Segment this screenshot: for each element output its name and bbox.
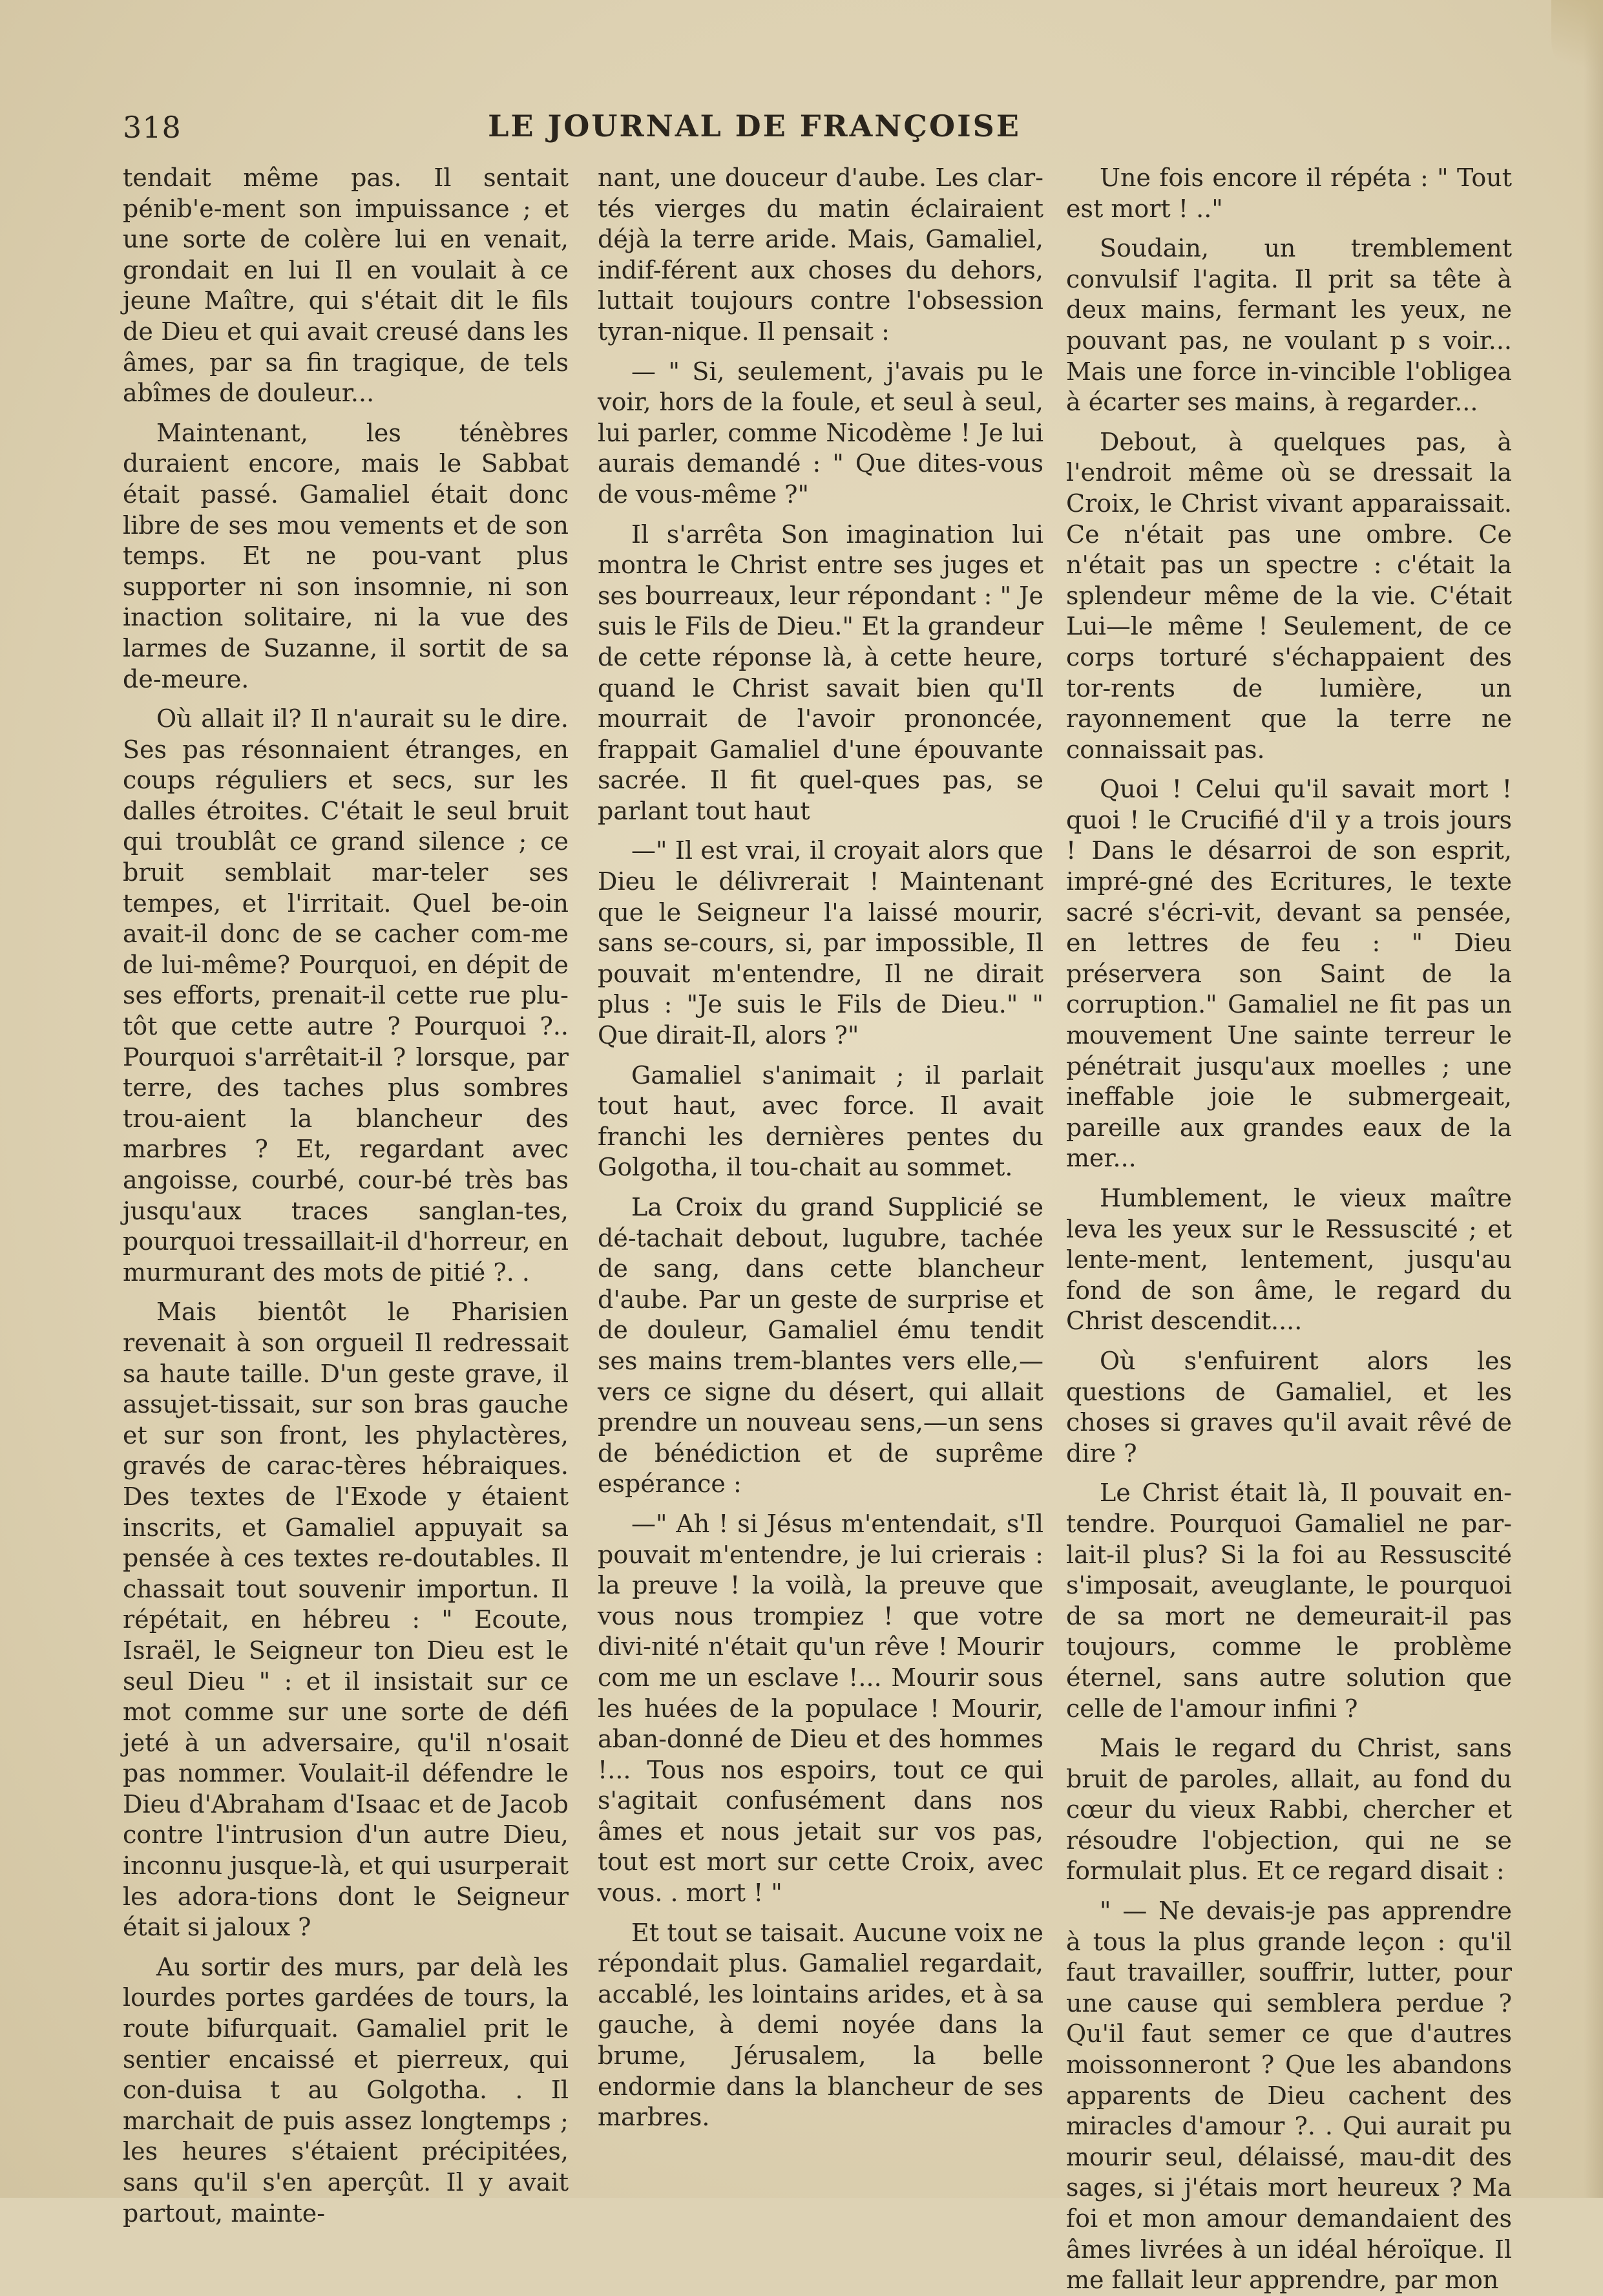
paragraph: tendait même pas. Il sentait pénib'e-ment son impuissance ; et une sorte de colère lui en venait, grondait en lui Il en voulait à ce jeune Maître, qui s'était dit le fils de Dieu et qui avait creusé dans les âmes, par sa fin tragique, de tels abîmes de douleur... [123, 163, 569, 408]
paragraph: Debout, à quelques pas, à l'endroit même où se dressait la Croix, le Christ vivant apparaissait. Ce n'était pas une ombre. Ce n'était pas un spectre : c'était la splendeur même de la vie. C'était Lui—le même ! Seulement, de ce corps torturé s'échappaient des tor-rents de lumière, un rayonnement que la terre ne connaissait pas. [1066, 427, 1512, 764]
paragraph: Mais bientôt le Pharisien revenait à son orgueil Il redressait sa haute taille. D'un geste grave, il assujet-tissait, sur son bras gauche et sur son front, les phylactères, gravés de carac-tères hébraiques. Des textes de l'Exode y étaient inscrits, et Gamaliel appuyait sa pensée à ces textes re-doutables. Il chassait tout souvenir importun. Il répétait, en hébreu : " Ecoute, Israël, le Seigneur ton Dieu est le seul Dieu " : et il insistait sur ce mot comme sur une sorte de défi jeté à un adversaire, qu'il n'osait pas nommer. Voulait-il défendre le Dieu d'Abraham d'Isaac et de Jacob contre l'intrusion d'un autre Dieu, inconnu jusque-là, et qui usurperait les adora-tions dont le Seigneur était si jaloux ? [123, 1298, 569, 1942]
paragraph: Le Christ était là, Il pouvait en-tendre. Pourquoi Gamaliel ne par-lait-il plus? Si la foi au Ressuscité s'imposait, aveuglante, le pourquoi de sa mort ne demeurait-il pas toujours, comme le problème éternel, sans autre solution que celle de l'amour infini ? [1066, 1479, 1512, 1723]
paragraph: Une fois encore il répéta : " Tout est mort ! .." [1066, 163, 1512, 223]
paragraph: Où s'enfuirent alors les questions de Gamaliel, et les choses si graves qu'il avait rêvé de dire ? [1066, 1346, 1512, 1468]
paragraph: Et tout se taisait. Aucune voix ne répondait plus. Gamaliel regardait, accablé, les lointains arides, et à sa gauche, à demi noyée dans la brume, Jérusalem, la belle endormie dans la blancheur de ses marbres. [598, 1918, 1043, 2132]
paragraph: —" Ah ! si Jésus m'entendait, s'Il pouvait m'entendre, je lui crierais : la preuve ! la voilà, la preuve que vous nous trompiez ! que votre divi-nité n'était qu'un rêve ! Mourir com me un esclave !... Mourir sous les huées de la populace ! Mourir, aban-donné de Dieu et des hommes !... Tous nos espoirs, tout ce qui s'agitait confusément dans nos âmes et nous jetait sur vos pas, tout est mort sur cette Croix, avec vous. . mort ! " [598, 1509, 1043, 1908]
paragraph: Mais le regard du Christ, sans bruit de paroles, allait, au fond du cœur du vieux Rabbi, chercher et résoudre l'objection, qui ne se formulait plus. Et ce regard disait : [1066, 1734, 1512, 1886]
paragraph: Au sortir des murs, par delà les lourdes portes gardées de tours, la route bifurquait. Gamaliel prit le sentier encaissé et pierreux, qui con-duisa t au Golgotha. . Il marchait de puis assez longtemps ; les heures s'étaient précipitées, sans qu'il s'en aperçût. Il y avait partout, mainte- [123, 1952, 569, 2228]
page-number: 318 [123, 110, 182, 145]
column-1 [123, 163, 569, 2228]
running-title: LE JOURNAL DE FRANÇOISE [488, 109, 1021, 143]
page-header [123, 103, 1386, 155]
paragraph: Où allait il? Il n'aurait su le dire. Ses pas résonnaient étranges, en coups réguliers et secs, sur les dalles étroites. C'était le seul bruit qui troublât ce grand silence ; ce bruit semblait mar-teler ses tempes, et l'irritait. Quel be-oin avait-il donc de se cacher com-me de lui-même? Pourquoi, en dépit de ses efforts, prenait-il cette rue plu-tôt que cette autre ? Pourquoi ?.. Pourquoi s'arrêtait-il ? lorsque, par terre, des taches plus sombres trou-aient la blancheur des marbres ? Et, regardant avec angoisse, courbé, cour-bé très bas jusqu'aux traces sanglan-tes, pourquoi tressaillait-il d'horreur, en murmurant des mots de pitié ?. . [123, 704, 569, 1287]
page-corner-curl [1551, 0, 1603, 90]
paragraph: " — Ne devais-je pas apprendre à tous la plus grande leçon : qu'il faut travailler, souffrir, lutter, pour une cause qui semblera perdue ? Qu'il faut semer ce que d'autres moissonneront ? Que les abandons apparents de Dieu cachent des miracles d'amour ?. . Qui aurait pu mourir seul, délaissé, mau-dit des sages, si j'étais mort heureux ? Ma foi et mon amour demandaient des âmes livrées à un idéal héroïque. Il me fallait leur apprendre, par mon [1066, 1897, 1512, 2295]
paragraph: Maintenant, les ténèbres duraient encore, mais le Sabbat était passé. Gamaliel était donc libre de ses mou vements et de son temps. Et ne pou-vant plus supporter ni son insomnie, ni son inaction solitaire, ni la vue des larmes de Suzanne, il sortit de sa de-meure. [123, 418, 569, 693]
page-edge-shadow [1584, 0, 1603, 2198]
paragraph: Quoi ! Celui qu'il savait mort ! quoi ! le Crucifié d'il y a trois jours ! Dans le désarroi de son esprit, impré-gné des Ecritures, le texte sacré s'écri-vit, devant sa pensée, en lettres de feu : " Dieu préservera son Saint de la corruption." Gamaliel ne fit pas un mouvement Une sainte terreur le pénétrait jusqu'aux moelles ; une ineffable joie le submergeait, pareille aux grandes eaux de la mer... [1066, 775, 1512, 1173]
paragraph: nant, une douceur d'aube. Les clar-tés vierges du matin éclairaient déjà la terre aride. Mais, Gamaliel, indif-férent aux choses du dehors, luttait toujours contre l'obsession tyran-nique. Il pensait : [598, 163, 1043, 346]
text-columns [123, 163, 1525, 2295]
paragraph: Humblement, le vieux maître leva les yeux sur le Ressuscité ; et lente-ment, lentement, jusqu'au fond de son âme, le regard du Christ descendit.... [1066, 1184, 1512, 1336]
paragraph: —" Il est vrai, il croyait alors que Dieu le délivrerait ! Maintenant que le Seigneur l'a laissé mourir, sans se-cours, si, par impossible, Il pouvait m'entendre, Il ne dirait plus : "Je suis le Fils de Dieu." " Que dirait-Il, alors ?" [598, 836, 1043, 1050]
column-3 [1066, 163, 1512, 2295]
paragraph: La Croix du grand Supplicié se dé-tachait debout, lugubre, tachée de sang, dans cette blancheur d'aube. Par un geste de surprise et de douleur, Gamaliel ému tendit ses mains trem-blantes vers elle,—vers ce signe du désert, qui allait prendre un nouveau sens,—un sens de bénédiction et de suprême espérance : [598, 1193, 1043, 1499]
paragraph: — " Si, seulement, j'avais pu le voir, hors de la foule, et seul à seul, lui parler, comme Nicodème ! Je lui aurais demandé : " Que dites-vous de vous-même ?" [598, 357, 1043, 509]
paragraph: Il s'arrêta Son imagination lui montra le Christ entre ses juges et ses bourreaux, leur répondant : " Je suis le Fils de Dieu." Et la grandeur de cette réponse là, à cette heure, quand le Christ savait bien qu'Il mourrait de l'avoir prononcée, frappait Gamaliel d'une épouvante sacrée. Il fit quel-ques pas, se parlant tout haut [598, 520, 1043, 825]
paragraph: Soudain, un tremblement convulsif l'agita. Il prit sa tête à deux mains, fermant les yeux, ne pouvant pas, ne voulant p s voir... Mais une force in-vincible l'obligea à écarter ses mains, à regarder... [1066, 234, 1512, 417]
paragraph: Gamaliel s'animait ; il parlait tout haut, avec force. Il avait franchi les dernières pentes du Golgotha, il tou-chait au sommet. [598, 1060, 1043, 1182]
column-2 [598, 163, 1043, 2132]
